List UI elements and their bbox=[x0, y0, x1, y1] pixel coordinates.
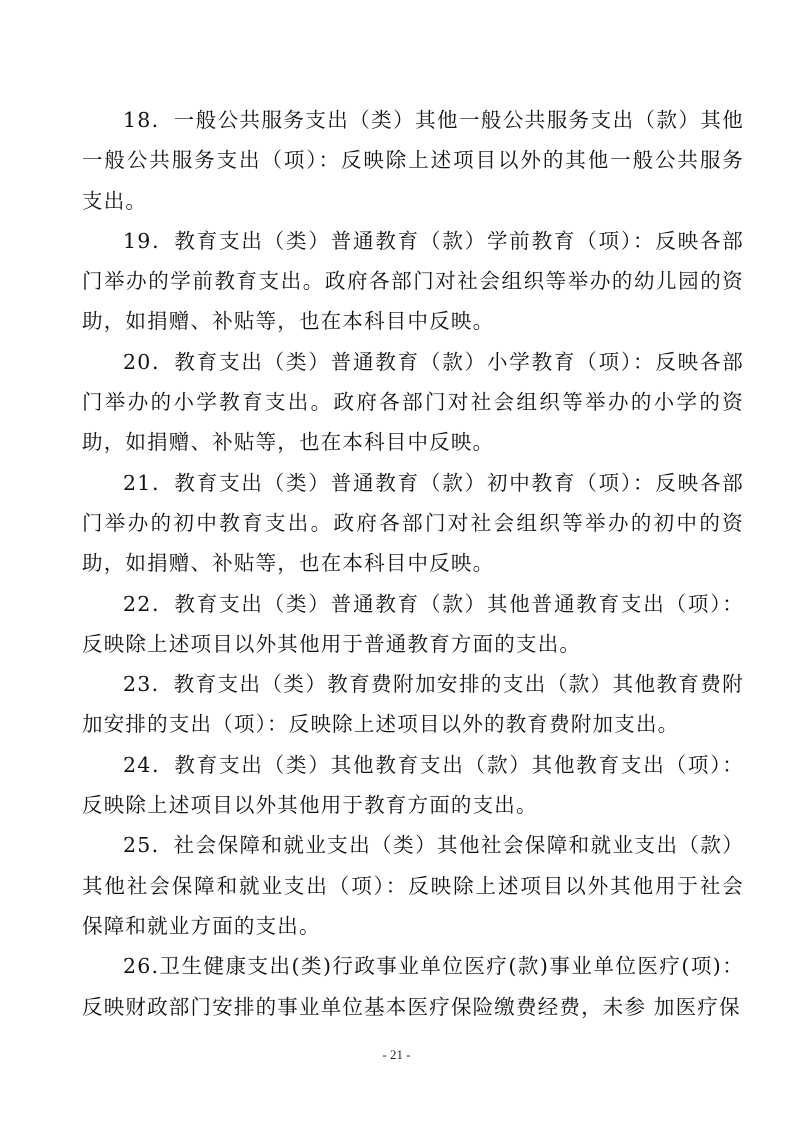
paragraph-20: 20．教育支出（类）普通教育（款）小学教育（项）：反映各部门举办的小学教育支出。政府各部门对社会组织等举办的小学的资助，如捐赠、补贴等，也在本科目中反映。 bbox=[82, 349, 744, 455]
paragraph-24: 24．教育支出（类）其他教育支出（款）其他教育支出（项）：反映除上述项目以外其他用于教育方面的支出。 bbox=[82, 752, 744, 818]
paragraph-21: 21．教育支出（类）普通教育（款）初中教育（项）：反映各部门举办的初中教育支出。政府各部门对社会组织等举办的初中的资助，如捐赠、补贴等，也在本科目中反映。 bbox=[82, 470, 744, 576]
paragraph-26: 26.卫生健康支出(类)行政事业单位医疗(款)事业单位医疗(项)：反映财政部门安排的事业单位基本医疗保险缴费经费，未参 加医疗保 bbox=[82, 954, 744, 1019]
paragraph-19: 19．教育支出（类）普通教育（款）学前教育（项）：反映各部门举办的学前教育支出。政府各部门对社会组织等举办的幼儿园的资助，如捐赠、补贴等，也在本科目中反映。 bbox=[82, 228, 744, 334]
paragraph-18: 18．一般公共服务支出（类）其他一般公共服务支出（款）其他一般公共服务支出（项）：反映除上述项目以外的其他一般公共服务支出。 bbox=[82, 108, 744, 213]
page-number: - 21 - bbox=[382, 1047, 411, 1062]
body-text bbox=[82, 100, 744, 1027]
paragraph-23: 23．教育支出（类）教育费附加安排的支出（款）其他教育费附加安排的支出（项）：反映除上述项目以外的教育费附加支出。 bbox=[82, 672, 744, 737]
paragraph-22: 22．教育支出（类）普通教育（款）其他普通教育支出（项）：反映除上述项目以外其他用于普通教育方面的支出。 bbox=[82, 591, 744, 656]
paragraph-25: 25．社会保障和就业支出（类）其他社会保障和就业支出（款）其他社会保障和就业支出（项）：反映除上述项目以外其他用于社会保障和就业方面的支出。 bbox=[82, 833, 744, 938]
